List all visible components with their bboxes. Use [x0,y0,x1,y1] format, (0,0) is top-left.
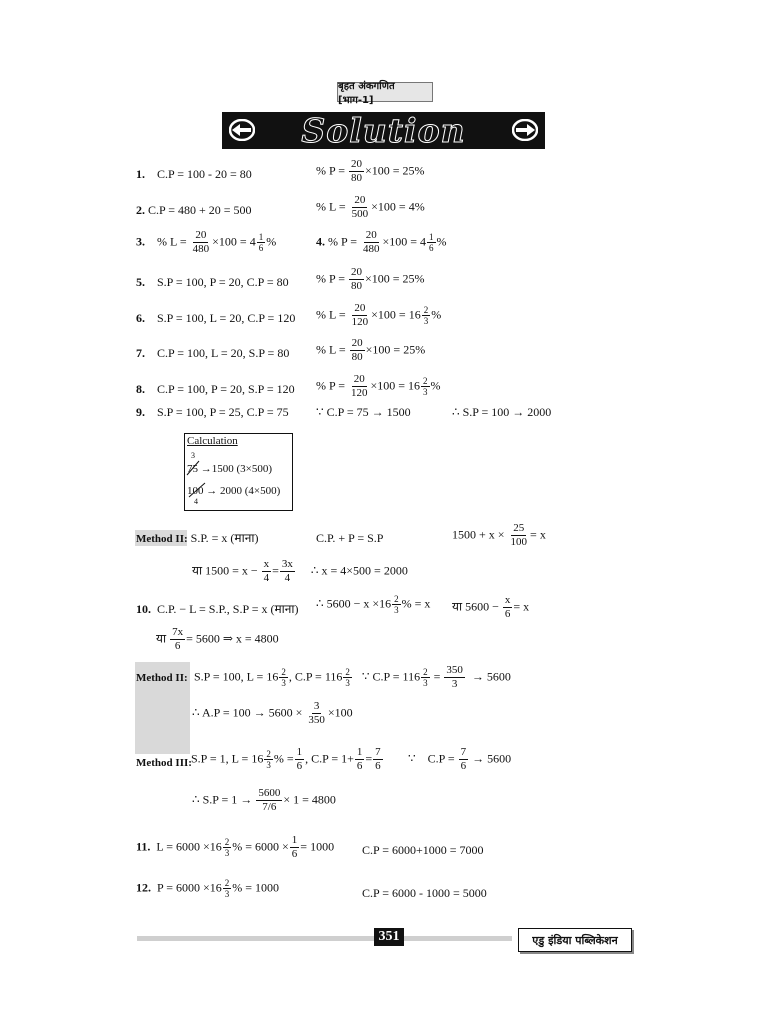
solution-9: 9. S.P = 100, P = 25, C.P = 75 [136,405,289,419]
solution-7-result: % L = $\frac{20}{80}$ ×100 = 25% [316,337,426,363]
solution-2: 2. C.P = 480 + 20 = 500 [136,203,252,217]
solution-7: 7. C.P = 100, L = 20, S.P = 80 [136,346,290,360]
strike-marks [185,434,292,510]
method-2-a-mid: C.P. + P = S.P [316,531,384,545]
solution-5-result: % P = $\frac{20}{80}$ ×100 = 25% [316,266,425,292]
solution-2-result: % L = $\frac{20}{500}$ ×100 = 4% [316,194,425,220]
solution-6-result: % L = $\frac{20}{120}$ ×100 = 16 $\frac{2}{3}$ % [316,302,442,328]
calculation-box [184,433,293,511]
solution-8: 8. C.P = 100, P = 20, S.P = 120 [136,382,295,396]
solution-8-result: % P = $\frac{20}{120}$ ×100 = 16 $\frac{2}{3}$ % [316,373,441,399]
right-arrow-icon [511,117,539,143]
solution-10-mid: ∴ 5600 − x ×16 $\frac{2}{3}$ % = x [316,594,431,615]
solution-11: 11. L = 6000 ×16 $\frac{2}{3}$ % = 6000 × $\frac{1}{6}$ = 1000 [136,834,335,860]
calculation-top-digit: 3 [191,451,195,460]
solution-1-result: % P = $\frac{20}{80}$ ×100 = 25% [316,158,425,184]
footer-bar [137,936,512,941]
calculation-title: Calculation [187,435,238,447]
method-2-b-label: Method II: [136,672,188,684]
publisher-name: एडु इंडिया पब्लिकेशन [518,928,632,952]
page-number: 351 [374,928,404,946]
calculation-bottom-digit: 4 [194,497,198,506]
solution-12: 12. P = 6000 ×16 $\frac{2}{3}$ % = 1000 [136,878,280,899]
method-3-line-2: ∴ S.P = 1 → $\frac{5600}{7/6}$ × 1 = 4800 [192,787,336,813]
solution-10: 10. C.P. − L = S.P., S.P = x (माना) [136,602,299,616]
solution-9-right: ∴ S.P = 100 → 2000 [452,405,552,419]
solution-1: 1. C.P = 100 - 20 = 80 [136,167,252,181]
solution-banner [222,112,545,149]
method-2-b: S.P = 100, L = 16 $\frac{2}{3}$ , C.P = 116 $\frac{2}{3}$ ∵ C.P = 116 $\frac{2}{3}$ = $\frac{350}{3}$ → 5600 [194,664,511,690]
solution-5: 5. S.P = 100, P = 20, C.P = 80 [136,275,289,289]
solution-10-right: या 5600 − $\frac{x}{6}$ = x [452,594,530,620]
method-3-right: ∵ C.P = $\frac{7}{6}$ → 5600 [408,746,512,772]
method-2-a: Method II: S.P. = x (माना) [136,531,259,545]
calculation-line-1: 75 →1500 (3×500) [187,463,273,475]
method-3-label: Method III: [136,757,192,769]
solution-10-line-2: या $\frac{7x}{6}$ = 5600 ⇒ x = 4800 [156,626,279,652]
method-3: S.P = 1, L = 16 $\frac{2}{3}$ % = $\frac{1}{6}$ , C.P = 1+ $\frac{1}{6}$ = $\frac{7}{6}$ [191,746,381,772]
solution-4: 4. % P = $\frac{20}{480}$ ×100 = 4 $\frac{1}{6}$ % [316,229,447,255]
solution-9-mid: ∵ C.P = 75 → 1500 [316,405,411,419]
left-arrow-icon [228,117,256,143]
solution-3: 3. % L = $\frac{20}{480}$ ×100 = 4 $\frac{1}{6}$ % [136,229,277,255]
solution-6: 6. S.P = 100, L = 20, C.P = 120 [136,311,296,325]
method-2-a-right: 1500 + x × $\frac{25}{100}$ = x [452,522,546,548]
method-2-b-line-2: ∴ A.P = 100 → 5600 × $\frac{3}{350}$ ×100 [192,700,353,726]
solution-11-right: C.P = 6000+1000 = 7000 [362,843,484,857]
calculation-line-2: 100 → 2000 (4×500) [187,485,281,497]
solution-12-right: C.P = 6000 - 1000 = 5000 [362,886,487,900]
banner-title: Solution [301,111,466,150]
book-title: बृहत अंकगणित [भाग-1] [337,82,433,102]
method-2-a-line-2: या 1500 = x − $\frac{x}{4}$ = $\frac{3x}{4}$ ∴ x = 4×500 = 2000 [192,558,408,584]
